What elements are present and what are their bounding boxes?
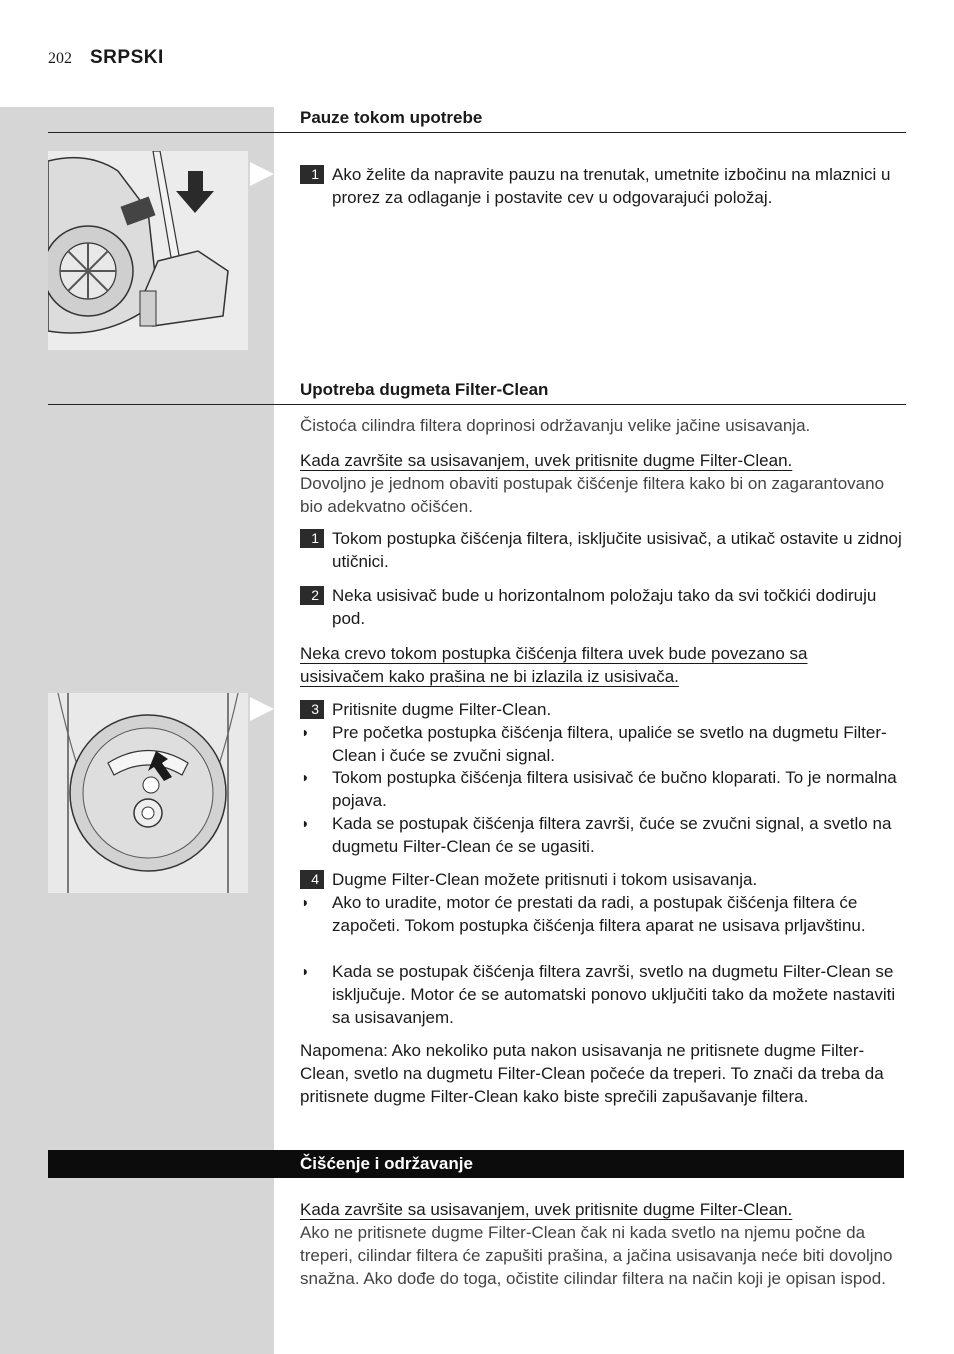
section-header-bar <box>48 1150 904 1178</box>
paragraph-important-2: Neka crevo tokom postupka čišćenja filtera uvek bude povezano sa usisivačem kako prašina ne bi izlazila iz usisivača. <box>300 644 808 686</box>
bullet-marker-icon: ◗ <box>301 815 310 831</box>
bullet-marker-icon: ◗ <box>301 769 310 785</box>
bullet-item <box>300 766 904 812</box>
step-text: Pritisnite dugme Filter-Clean. <box>332 700 552 719</box>
note-paragraph: Napomena: Ako nekoliko puta nakon usisavanja ne pritisnete dugme Filter-Clean, svetlo na dugmetu Filter-Clean počeće da treperi. To znači da treba da pritisnete dugme Filter-Clean kako biste sprečili zapušavanje filtera. <box>300 1041 884 1106</box>
bullet-text: Kada se postupak čišćenja filtera završi, čuće se zvučni signal, a svetlo na dugmetu Filter-Clean će se ugasiti. <box>332 814 892 856</box>
paragraph-text: Ako ne pritisnete dugme Filter-Clean čak ni kada svetlo na njemu počne da treperi, cilindar filtera će zapušiti prašina, a jačina usisavanja neće biti dovoljno snažna. Ako dođe do toga, očistite cilindar filtera na način koji je opisan ispod. <box>300 1223 893 1288</box>
section-divider <box>48 132 906 133</box>
bullet-marker-icon: ◗ <box>301 963 310 979</box>
paragraph-text: Dovoljno je jednom obaviti postupak čišćenje filtera kako bi on zagarantovano bio adekvatno očišćen. <box>300 474 885 516</box>
section-title-pauses: Pauze tokom upotrebe <box>300 108 483 127</box>
step-text: Tokom postupka čišćenja filtera, isključite usisivač, a utikač ostavite u zidnoj utičnici. <box>332 529 902 571</box>
step-number: 1 <box>300 165 324 184</box>
step-number: 3 <box>300 700 324 719</box>
step-filter-2 <box>300 584 904 630</box>
step-filter-3 <box>300 698 904 721</box>
section-title-filter-clean: Upotreba dugmeta Filter-Clean <box>300 380 549 399</box>
paragraph-intro: Čistoća cilindra filtera doprinosi održavanju velike jačine usisavanja. <box>300 416 811 435</box>
section-divider <box>48 404 906 405</box>
step-text: Ako želite da napravite pauzu na trenutak, umetnite izbočinu na mlaznici u prorez za odlaganje i postavite cev u odgovarajući položaj. <box>332 165 891 207</box>
paragraph-cleaning <box>300 1198 904 1290</box>
step-number: 2 <box>300 586 324 605</box>
step-number: 4 <box>300 870 324 889</box>
bullet-text: Tokom postupka čišćenja filtera usisivač će bučno kloparati. To je normalna pojava. <box>332 768 897 810</box>
bullet-text: Ako to uradite, motor će prestati da radi, a postupak čišćenja filtera će započeti. Tokom postupka čišćenja filtera aparat ne usisava prljavštinu. <box>332 893 866 935</box>
bullet-text: Kada se postupak čišćenja filtera završi, svetlo na dugmetu Filter-Clean se isključuje. Motor će se automatski ponovo uključiti tako da možete nastaviti sa usisavanjem. <box>332 962 896 1027</box>
bullet-text: Pre početka postupka čišćenja filtera, upaliće se svetlo na dugmetu Filter-Clean i čuće se zvučni signal. <box>332 723 887 765</box>
emphasis-text: Kada završite sa usisavanjem, uvek pritisnite dugme Filter-Clean. <box>300 451 793 470</box>
bullet-item <box>300 721 904 767</box>
step-filter-1 <box>300 527 904 573</box>
bullet-marker-icon: ◗ <box>301 894 310 910</box>
emphasis-text: Kada završite sa usisavanjem, uvek pritisnite dugme Filter-Clean. <box>300 1200 793 1219</box>
step-text: Dugme Filter-Clean možete pritisnuti i tokom usisavanja. <box>332 870 758 889</box>
bullet-item <box>300 891 904 937</box>
vacuum-parking-illustration <box>48 151 248 350</box>
step-number: 1 <box>300 529 324 548</box>
page-number: 202 <box>48 50 72 67</box>
image-pointer <box>250 162 274 186</box>
language-header: SRPSKI <box>90 47 164 68</box>
step-text: Neka usisivač bude u horizontalnom položaju tako da svi točkići dodiruju pod. <box>332 586 877 628</box>
image-pointer <box>250 697 274 721</box>
bullet-item <box>300 960 904 1029</box>
bullet-marker-icon: ◗ <box>301 724 310 740</box>
step-pause-1 <box>300 163 904 209</box>
section-title-cleaning: Čišćenje i održavanje <box>300 1154 473 1173</box>
paragraph-important-1 <box>300 449 904 518</box>
step-filter-4 <box>300 868 904 891</box>
filter-clean-button-illustration <box>48 693 248 893</box>
bullet-item <box>300 812 904 858</box>
